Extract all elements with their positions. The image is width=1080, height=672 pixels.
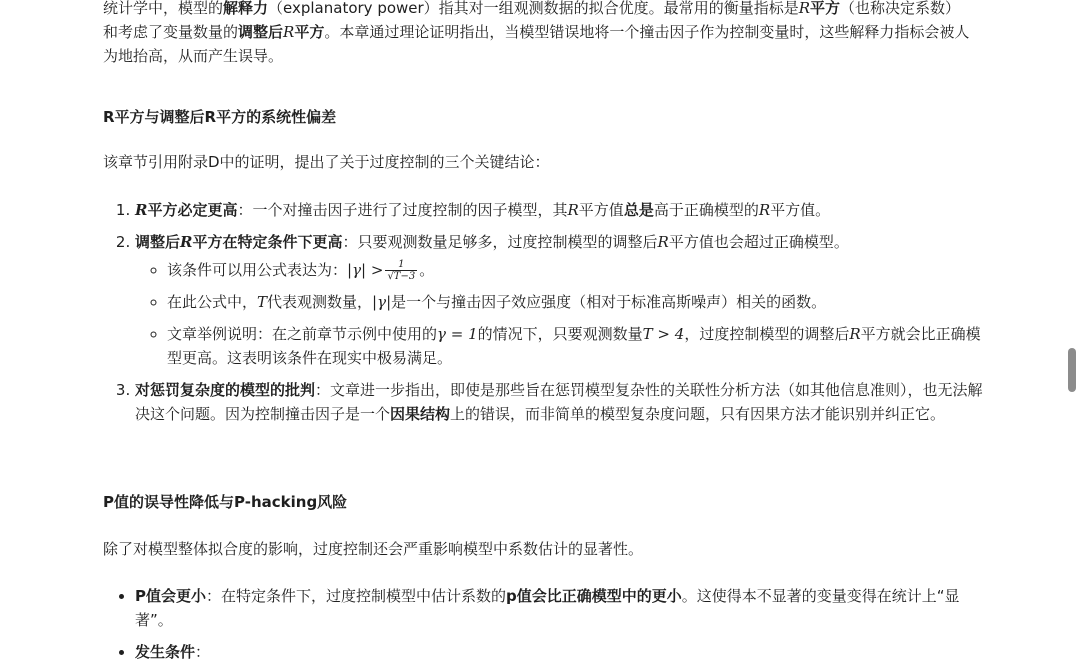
item-text: 平方值。 <box>770 201 831 219</box>
intro-bold-adjusted: 调整后 <box>238 23 284 41</box>
math-r: R <box>657 233 669 251</box>
p-value-bullet-list <box>103 584 995 672</box>
sub-list-item <box>167 290 995 314</box>
item-text: 文章举例说明：在之前章节示例中使用的 <box>167 325 438 343</box>
item-bold-title: 平方在特定条件下更高 <box>192 233 343 251</box>
intro-paragraph <box>103 0 973 68</box>
list-item <box>135 584 995 632</box>
item-text: ：只要观测数量足够多，过度控制模型的调整后 <box>342 233 658 251</box>
item-text: ： <box>195 643 211 661</box>
item-text: 平方值 <box>578 201 624 219</box>
key-conclusions-list <box>103 198 995 434</box>
fraction-denominator: √T−3 <box>387 271 416 282</box>
math-r: R <box>567 201 579 219</box>
sub-list-item <box>167 322 995 370</box>
sub-list <box>135 258 995 370</box>
vertical-scrollbar[interactable] <box>1066 0 1080 669</box>
intro-bold-explanatory-power: 解释力 <box>223 0 269 17</box>
section-heading-p-value: P值的误导性降低与P-hacking风险 <box>103 493 348 511</box>
math-fraction <box>385 259 417 282</box>
math-r: R <box>849 325 861 343</box>
intro-bold-r-squared: 平方 <box>810 0 841 17</box>
section2-intro: 除了对模型整体拟合度的影响，过度控制还会严重影响模型中系数估计的显著性。 <box>103 540 644 558</box>
item-bold-causal-structure: 因果结构 <box>390 405 451 423</box>
math-t-gt-4: T > 4 <box>642 325 685 343</box>
list-item <box>135 640 995 664</box>
item-bold-always: 总是 <box>623 201 654 219</box>
item-text: 高于正确模型的 <box>653 201 759 219</box>
item-text: 上的错误，而非简单的模型复杂度问题，只有因果方法才能识别并纠正它。 <box>450 405 946 423</box>
intro-text: （也称决定系数）和考虑了变量数量的 <box>103 0 961 41</box>
item-text: 代表观测数量， <box>267 293 373 311</box>
intro-text: 统计学中，模型的 <box>103 0 224 17</box>
section-heading-r-squared: R平方与调整后R平方的系统性偏差 <box>103 108 337 126</box>
math-r: R <box>798 0 810 17</box>
item-text: ：文章进一步指出，即使是那些旨在惩罚模型复杂性的关联性分析方法（如其他信息准则），也无法解决这个问题。因为控制撞击因子是一个 <box>135 381 983 423</box>
math-gamma-eq: γ = 1 <box>437 325 478 343</box>
item-text: 该条件可以用公式表达为： <box>167 261 348 279</box>
item-text: 。 <box>419 261 435 279</box>
item-text: 是一个与撞击因子效应强度（相对于标准高斯噪声）相关的函数。 <box>391 293 827 311</box>
item-text: 平方就会比正确模型更高。这表明该条件在现实中极易满足。 <box>167 325 981 367</box>
item-bold-title: 发生条件 <box>135 643 196 661</box>
sub-list-item <box>167 258 995 282</box>
math-t: T <box>257 293 268 311</box>
math-r: R <box>135 201 148 219</box>
item-bold-title: 平方必定更高 <box>147 201 238 219</box>
list-item <box>135 230 995 370</box>
item-text: 的情况下，只要观测数量 <box>477 325 643 343</box>
item-text: 。这使得本不显著的变量变得在统计上“显著”。 <box>135 587 960 629</box>
math-r: R <box>283 23 295 41</box>
item-text: 平方值也会超过正确模型。 <box>668 233 849 251</box>
math-r: R <box>758 201 771 219</box>
list-item <box>135 378 995 426</box>
intro-text: （explanatory power）指其对一组观测数据的拟合优度。最常用的衡量指标是 <box>268 0 799 17</box>
item-bold-highlight: p值会比正确模型中的更小 <box>506 587 682 605</box>
item-text: ：一个对撞击因子进行了过度控制的因子模型，其 <box>237 201 568 219</box>
math-gamma-abs: |γ| <box>372 293 392 311</box>
item-text: 在此公式中， <box>167 293 258 311</box>
math-r: R <box>180 233 193 251</box>
item-bold-title: P值会更小 <box>135 587 206 605</box>
scrollbar-thumb[interactable] <box>1068 348 1076 392</box>
item-bold-title: 调整后 <box>135 233 181 251</box>
fraction-numerator: 1 <box>385 259 417 271</box>
list-item <box>135 198 995 222</box>
intro-text: 。本章通过理论证明指出，当模型错误地将一个撞击因子作为控制变量时，这些解释力指标会被人为地抬高，从而产生误导。 <box>103 23 970 65</box>
item-text: ，过度控制模型的调整后 <box>684 325 850 343</box>
section1-intro: 该章节引用附录D中的证明，提出了关于过度控制的三个关键结论： <box>103 153 550 171</box>
math-formula: |γ| > <box>347 261 384 279</box>
item-bold-title: 对惩罚复杂度的模型的批判 <box>135 381 316 399</box>
item-text: ：在特定条件下，过度控制模型中估计系数的 <box>206 587 507 605</box>
intro-bold-r-squared: 平方 <box>294 23 325 41</box>
